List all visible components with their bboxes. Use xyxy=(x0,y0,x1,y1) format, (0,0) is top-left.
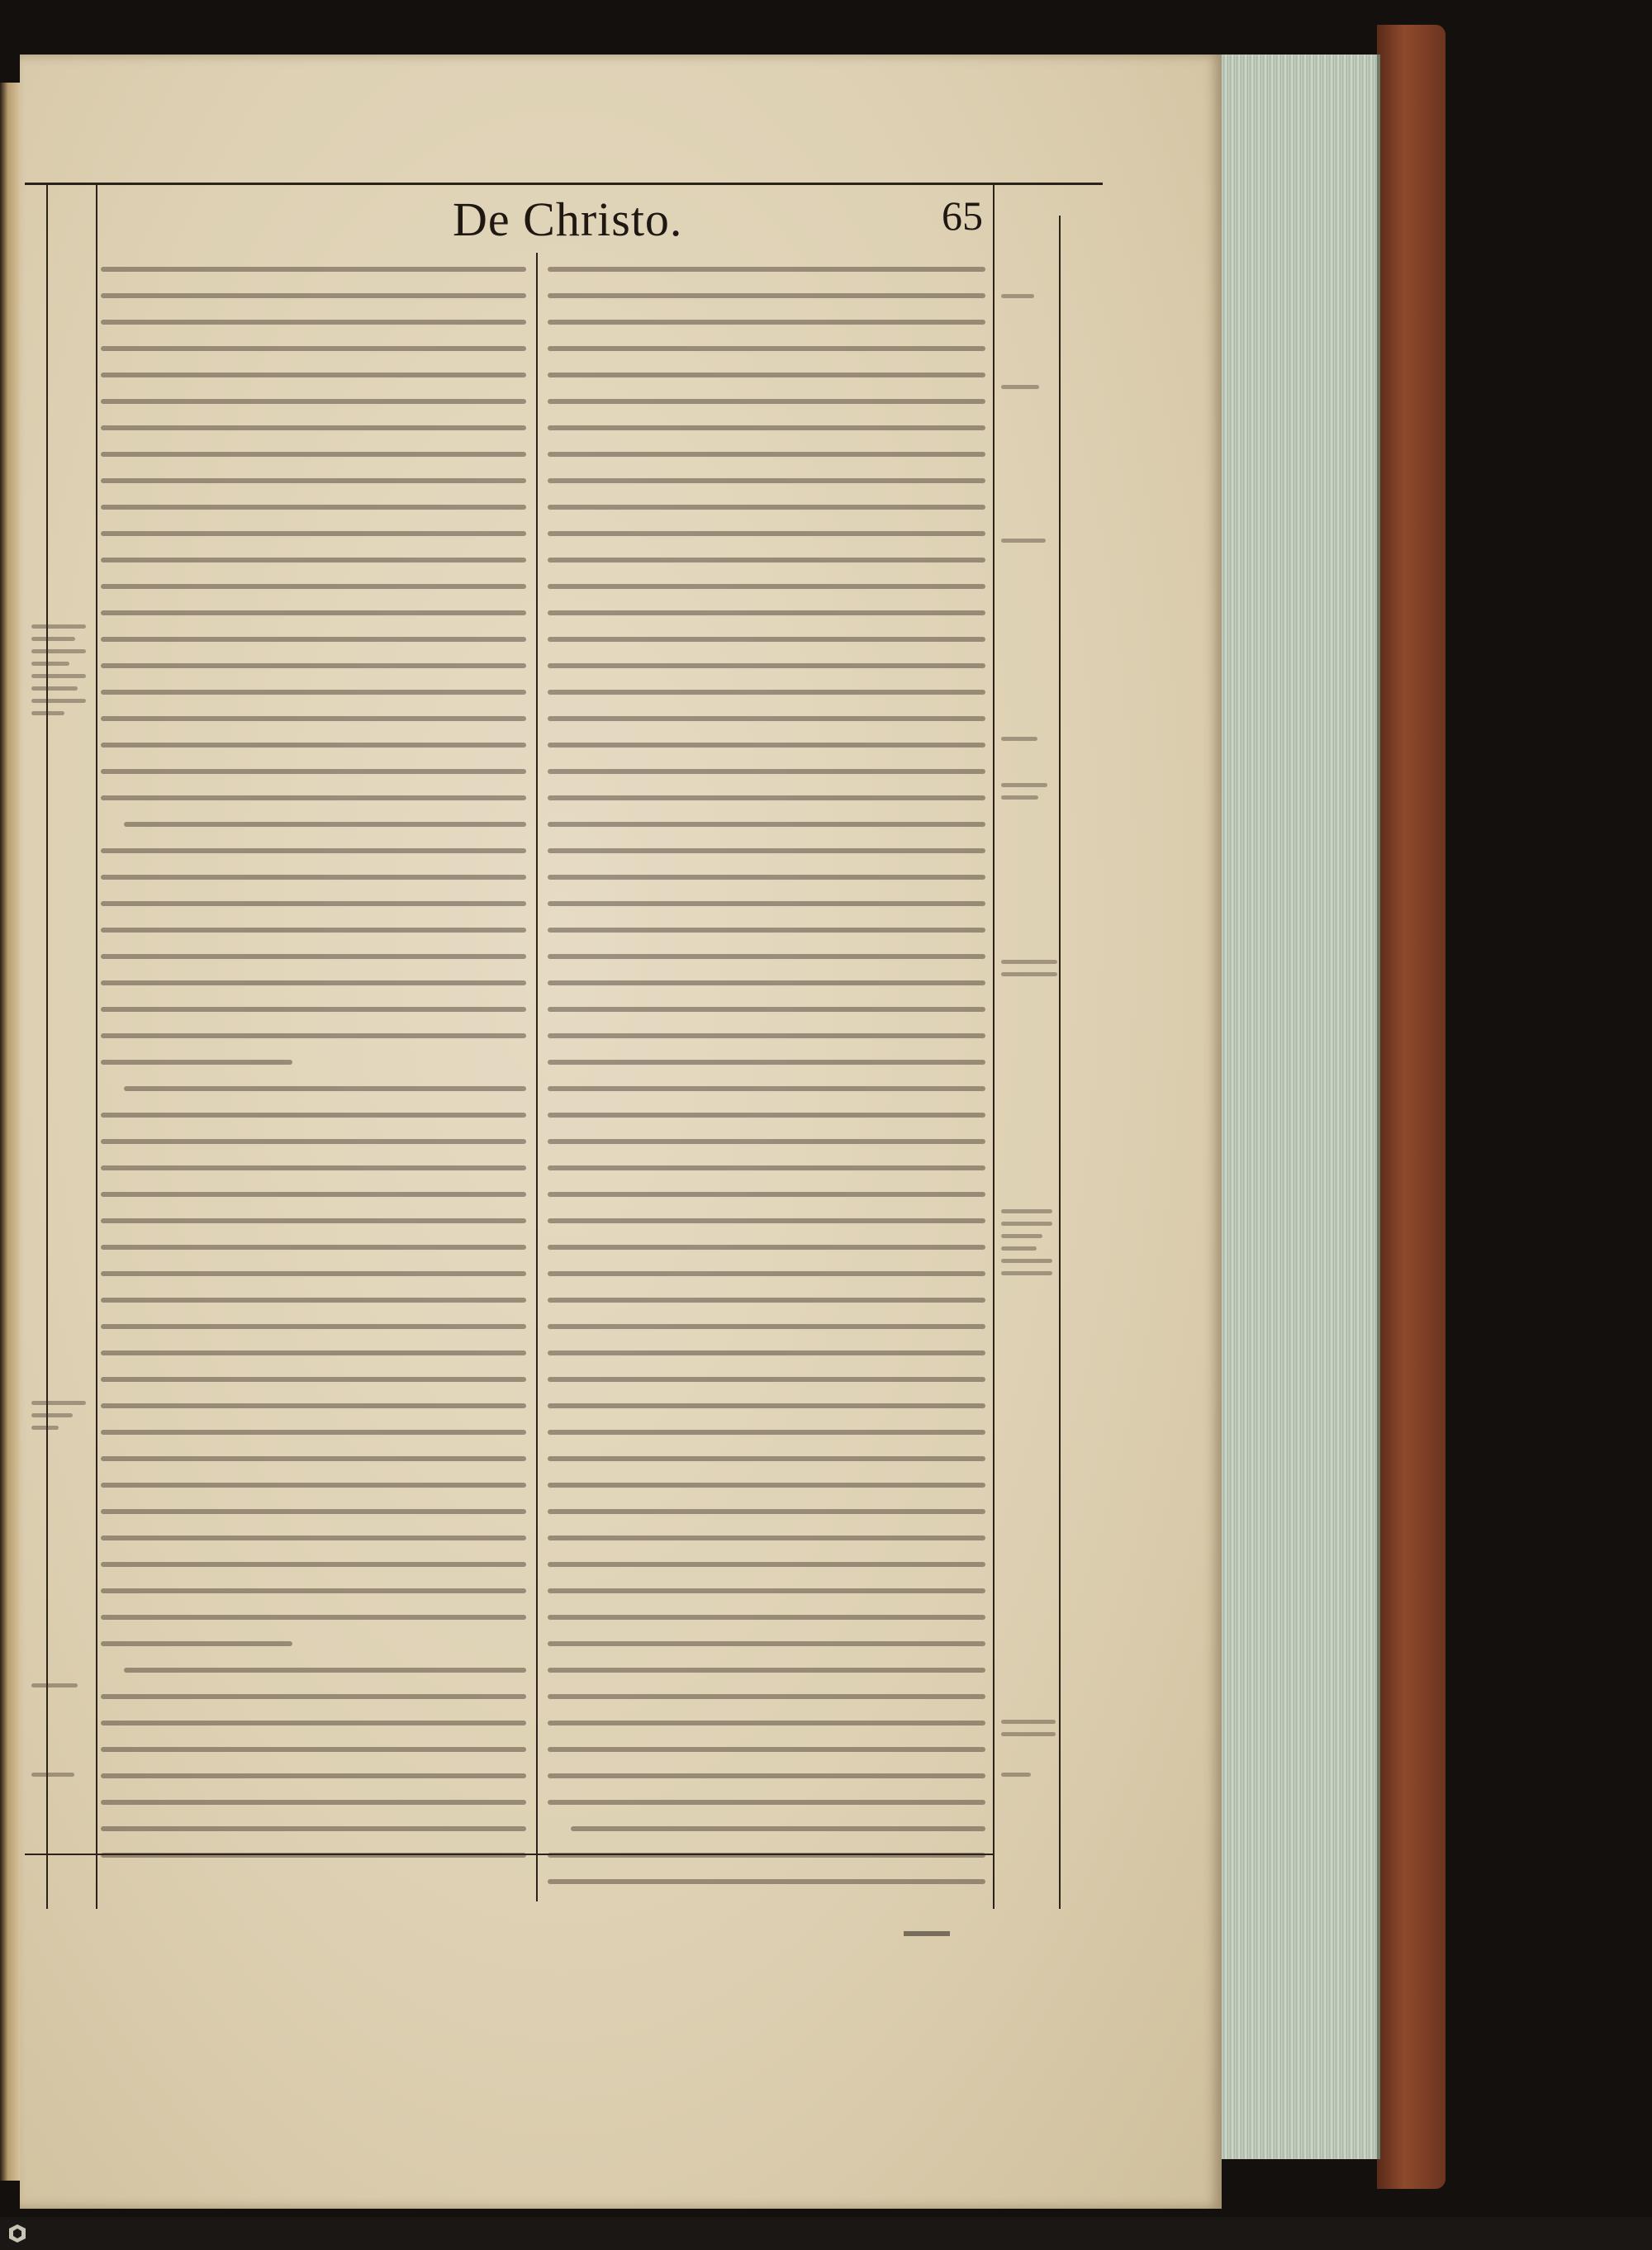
text-line xyxy=(548,1072,985,1099)
text-line xyxy=(101,570,526,596)
text-line xyxy=(548,1178,985,1204)
margin-note xyxy=(1001,385,1039,397)
text-line xyxy=(101,279,526,306)
text-line xyxy=(548,1099,985,1125)
text-line xyxy=(548,438,985,464)
text-line xyxy=(101,385,526,411)
text-line xyxy=(548,729,985,755)
text-line xyxy=(101,596,526,623)
text-line xyxy=(101,887,526,914)
text-line xyxy=(101,411,526,438)
book-page xyxy=(20,55,1222,2209)
signature-mark xyxy=(904,1920,950,1936)
margin-note xyxy=(1001,783,1047,808)
text-line xyxy=(548,1601,985,1627)
margin-note xyxy=(1001,294,1034,306)
text-line xyxy=(548,702,985,729)
text-line xyxy=(101,306,526,332)
text-line xyxy=(101,1442,526,1469)
text-line xyxy=(548,1759,985,1786)
text-line xyxy=(101,1654,526,1680)
text-line xyxy=(101,1099,526,1125)
facing-page-edge xyxy=(0,83,20,2181)
text-line xyxy=(548,1495,985,1521)
text-line xyxy=(548,596,985,623)
text-line xyxy=(101,1046,526,1072)
text-line xyxy=(548,1151,985,1178)
text-line xyxy=(101,1786,526,1812)
text-line xyxy=(548,411,985,438)
text-line xyxy=(101,1416,526,1442)
text-line xyxy=(548,623,985,649)
text-line xyxy=(101,702,526,729)
text-line xyxy=(548,1204,985,1231)
text-line xyxy=(101,1204,526,1231)
margin-rule-inner xyxy=(96,183,97,1909)
page-edges xyxy=(1222,55,1380,2159)
text-line xyxy=(101,781,526,808)
text-line xyxy=(101,1759,526,1786)
institution-logo xyxy=(8,2224,26,2243)
text-column-left xyxy=(101,253,526,1865)
text-line xyxy=(101,1231,526,1257)
text-line xyxy=(101,438,526,464)
margin-rule-right xyxy=(993,183,995,1909)
text-line xyxy=(548,1363,985,1389)
text-line xyxy=(548,1336,985,1363)
text-line xyxy=(101,1733,526,1759)
margin-note xyxy=(1001,737,1037,749)
text-line xyxy=(101,1019,526,1046)
text-column-right xyxy=(548,253,985,1892)
text-line xyxy=(101,1310,526,1336)
column-divider xyxy=(536,253,538,1901)
text-line xyxy=(101,1601,526,1627)
text-line xyxy=(548,887,985,914)
text-line xyxy=(101,914,526,940)
text-line xyxy=(101,623,526,649)
text-line xyxy=(101,1706,526,1733)
text-line xyxy=(548,1389,985,1416)
text-line xyxy=(548,279,985,306)
text-line xyxy=(101,649,526,676)
margin-note xyxy=(31,1773,74,1785)
text-line xyxy=(101,1125,526,1151)
text-line xyxy=(101,1178,526,1204)
text-line xyxy=(548,1548,985,1574)
text-line xyxy=(101,1627,526,1654)
text-line xyxy=(101,332,526,358)
text-line xyxy=(548,544,985,570)
text-line xyxy=(548,491,985,517)
text-line xyxy=(548,1706,985,1733)
text-line xyxy=(548,1442,985,1469)
text-line xyxy=(548,1231,985,1257)
text-line xyxy=(548,1257,985,1284)
text-line xyxy=(548,1654,985,1680)
margin-note xyxy=(1001,1720,1056,1744)
text-line xyxy=(101,1548,526,1574)
text-line xyxy=(548,1521,985,1548)
header-rule xyxy=(25,183,1103,185)
margin-note xyxy=(1001,1209,1052,1284)
margin-note xyxy=(1001,1773,1031,1785)
text-line xyxy=(548,1284,985,1310)
text-line xyxy=(101,1495,526,1521)
text-line xyxy=(548,834,985,861)
text-line xyxy=(548,253,985,279)
text-line xyxy=(548,1469,985,1495)
text-line xyxy=(548,1019,985,1046)
text-line xyxy=(101,755,526,781)
text-line xyxy=(101,358,526,385)
text-line xyxy=(101,1336,526,1363)
text-line xyxy=(101,808,526,834)
text-line xyxy=(548,1125,985,1151)
text-line xyxy=(101,1363,526,1389)
text-line xyxy=(548,464,985,491)
text-line xyxy=(101,1257,526,1284)
text-line xyxy=(101,464,526,491)
text-line xyxy=(101,1521,526,1548)
page-number: 65 xyxy=(942,192,983,239)
margin-rule-outer xyxy=(1059,216,1061,1909)
text-line xyxy=(101,1812,526,1839)
text-line xyxy=(548,808,985,834)
text-line xyxy=(101,491,526,517)
margin-note xyxy=(31,1401,86,1438)
text-line xyxy=(548,332,985,358)
text-line xyxy=(101,517,526,544)
text-line xyxy=(548,1046,985,1072)
text-line xyxy=(548,940,985,966)
text-line xyxy=(548,966,985,993)
text-line xyxy=(548,781,985,808)
text-line xyxy=(548,755,985,781)
text-line xyxy=(548,676,985,702)
text-line xyxy=(101,544,526,570)
text-line xyxy=(548,1574,985,1601)
right-margin-notes xyxy=(1001,55,1059,1872)
margin-note xyxy=(31,1683,78,1696)
text-line xyxy=(101,729,526,755)
text-line xyxy=(548,385,985,411)
text-line xyxy=(548,358,985,385)
text-line xyxy=(548,1786,985,1812)
leather-binding xyxy=(1377,25,1446,2189)
text-line xyxy=(548,861,985,887)
text-line xyxy=(548,1865,985,1892)
text-line xyxy=(101,966,526,993)
text-line xyxy=(548,1839,985,1865)
text-line xyxy=(101,1389,526,1416)
text-line xyxy=(101,1574,526,1601)
text-line xyxy=(101,993,526,1019)
institution-footer xyxy=(0,2217,1652,2250)
text-line xyxy=(548,1812,985,1839)
text-line xyxy=(548,1733,985,1759)
text-line xyxy=(101,1839,526,1865)
text-line xyxy=(101,1151,526,1178)
text-line xyxy=(101,676,526,702)
text-line xyxy=(548,1310,985,1336)
text-line xyxy=(101,1680,526,1706)
text-line xyxy=(101,1072,526,1099)
text-line xyxy=(548,1627,985,1654)
left-margin-notes xyxy=(31,55,88,1872)
margin-note xyxy=(31,624,86,724)
text-line xyxy=(548,1680,985,1706)
text-line xyxy=(548,914,985,940)
text-line xyxy=(548,517,985,544)
running-head: De Christo. xyxy=(453,192,683,246)
text-line xyxy=(101,1469,526,1495)
text-line xyxy=(548,570,985,596)
text-line xyxy=(548,1416,985,1442)
margin-note xyxy=(1001,539,1046,551)
text-line xyxy=(548,306,985,332)
text-line xyxy=(101,834,526,861)
text-line xyxy=(101,940,526,966)
text-line xyxy=(101,1284,526,1310)
margin-note xyxy=(1001,960,1057,985)
text-line xyxy=(548,649,985,676)
text-line xyxy=(101,253,526,279)
text-line xyxy=(548,993,985,1019)
text-line xyxy=(101,861,526,887)
